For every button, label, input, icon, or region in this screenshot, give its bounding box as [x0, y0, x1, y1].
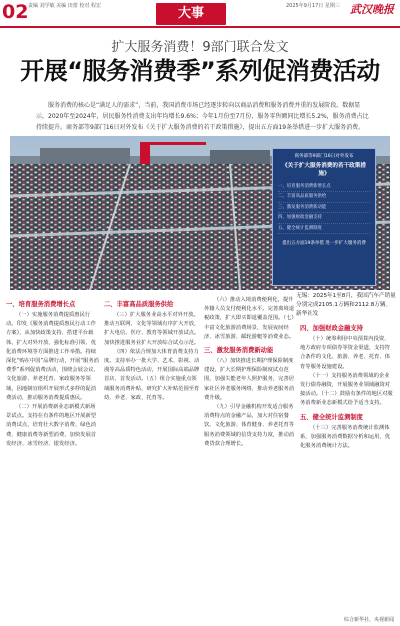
article-headline: 开展“服务消费季”系列促消费活动	[20, 57, 380, 85]
body-paragraph: （十）统筹利用中央预算内投资、地方政府专项债券等资金渠道，支持符合条件的文化、旅游、养老、托育、体育等服务设施建设。	[300, 336, 391, 370]
infobox-title: 《关于扩大服务消费的若干政策措施》	[282, 163, 366, 177]
section-banner: 大事	[156, 3, 226, 25]
article-kicker: 扩大服务消费！9部门联合发文	[111, 40, 289, 55]
lead-paragraph: 服务消费的核心是“满足人的需求”，当前，我国消费市场已经逐步转向以商品消费和服务消费并重的发展阶段。数据显示，2020年至2024年，居民服务性消费支出年均增长9.6%；今年1月份至7月份，服务零售额同比增长5.2%，服务消费占比持续提升。商务部等9部门16日对外发布《关于扩大服务消费的若干政策措施》，提出五方面19条举措进一步扩大服务消费。	[36, 102, 369, 131]
infobox-issuer: 商务部等9部门16日对外发布	[294, 154, 354, 159]
article-column-3	[204, 296, 296, 449]
subheading: 四、加强财政金融支持	[300, 325, 363, 332]
subheading: 一、培育服务消费增长点	[6, 301, 76, 308]
infobox-item: 一、培育服务消费新增长点	[278, 182, 370, 192]
body-paragraph: （六）推动入境消费便利化，提升外籍人员支付便利化水平。完善离境退税政策，扩大即买即退覆盖范围。（七）丰富文化旅游消费场景，发展夜间经济、冰雪旅游、邮轮游艇等消费业态。	[204, 297, 295, 340]
body-paragraph: （十三）完善服务消费统计监测体系，加强服务消费数据分析和运用，优化服务消费统计方法。	[300, 424, 391, 450]
subheading: 五、健全统计监测制度	[300, 413, 363, 421]
issue-date: 2025年9月17日 星期三	[286, 3, 340, 9]
subheading: 二、丰富高品质服务供给	[104, 301, 174, 308]
body-paragraph: （四）依法合规加大体育消费支持力度。支持举办一批大学、艺术、影视、动漫等高品质特色活动，开展国际高端品牌首店、首发活动。（五）组合实施重点领域服务消费补贴，研究扩大补贴范围至育幼、养老、家政、托育等。	[104, 348, 200, 401]
infobox-item: 五、健全统计监测制度	[278, 224, 370, 234]
body-paragraph: （八）加快推进长期护理保险制度建设，扩大长期护理保险制度试点范围，加强失能老年人照护服务，完善居家社区养老服务网络，推动养老服务消费升级。	[204, 358, 295, 401]
policy-infobox	[272, 148, 376, 286]
infobox-item: 三、激发服务消费新动能	[278, 203, 370, 213]
infobox-item: 四、加强财政金融支持	[278, 213, 370, 223]
article-source: 综合新华社、央视新闻	[343, 617, 394, 623]
newspaper-masthead: 武汉晚报	[350, 3, 394, 16]
article-lead	[36, 100, 370, 133]
article-column-4	[300, 320, 394, 451]
photo-caption: 无锡：2025年1至8月，我国汽车产销量分别完成2105.1万辆和2112.8万辆。 新华社发	[296, 293, 396, 317]
body-paragraph: （二）开展消费新业态新模式新场景试点。支持在有条件的地区开展新型消费试点，培育壮大数字消费、绿色消费、健康消费等新型消费，加快发展首发经济、冰雪经济、银发经济。	[6, 404, 97, 447]
page-number: 02	[2, 1, 29, 23]
body-paragraph: （一）实施服务消费提质惠民行动。印发《服务消费提质惠民行动工作方案》，从加快政策支持、搭建平台载体、扩大对外开放、强化标准引领、优化消费环境等方面推进工作举措。持续深化“购在中国”品牌行动，开展“服务消费季”系列促消费活动，围绕会展会议、文化旅游、养老托育、家政服务等领域，因地制宜组织开展形式多样的促消费活动，推动服务消费提质惠民。	[6, 312, 99, 401]
infobox-footer: 提出五方面19条举措 进一步扩大服务消费	[282, 241, 366, 247]
editor-credits: 责编 刘学敏 美编 田蕾 校对 程宏	[28, 3, 101, 9]
article-column-1	[6, 296, 100, 449]
page-header	[0, 0, 400, 28]
body-paragraph: （三）扩大服务业高水平对外开放。推动互联网、文化等领域有序扩大开放，扩大电信、医疗、教育等领域开放试点。加快推进服务业扩大开放综合试点示范。	[104, 312, 200, 346]
body-paragraph: （十一）支持服务消费领域的企业发行债券融资，开展服务业领域融资对接活动。（十二）鼓励有条件的地区对服务消费新业态新模式给予适当支持。	[300, 372, 393, 407]
article-column-2	[104, 296, 200, 403]
body-paragraph: （九）引导金融机构开发适合服务消费特点的金融产品，加大对住宿餐饮、文化旅游、体育健身、养老托育等服务消费领域的信贷支持力度，推动消费贷款合理增长。	[204, 404, 295, 447]
infobox-item: 二、丰富高品质服务供给	[278, 192, 370, 202]
subheading: 三、激发服务消费新动能	[204, 347, 274, 355]
